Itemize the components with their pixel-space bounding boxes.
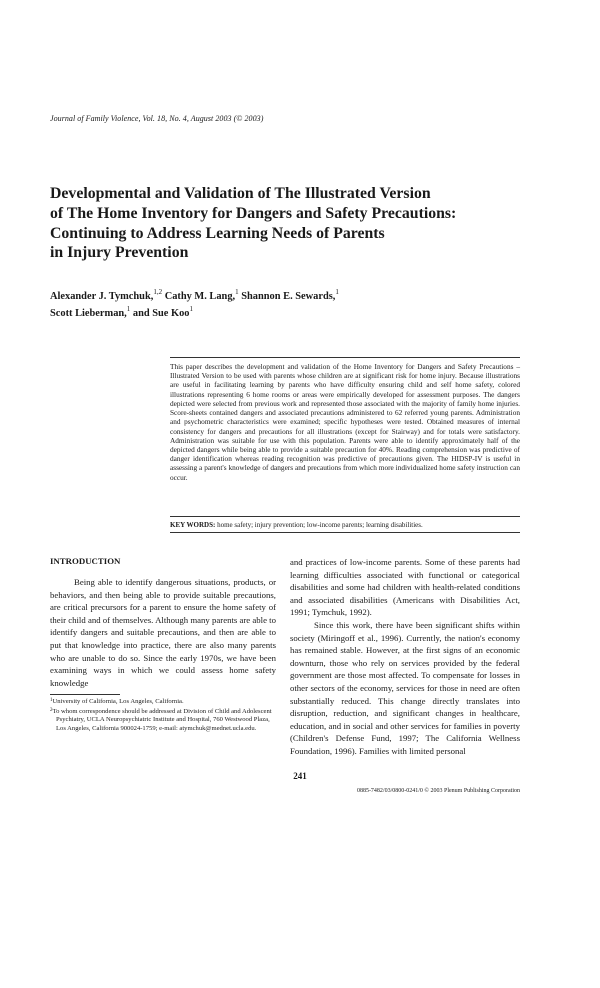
keywords-text: home safety; injury prevention; low-income parents; learning disabilities. [217,521,423,529]
article-title [50,184,530,263]
author-affiliation-mark: 1 [189,305,193,313]
left-column [50,576,276,689]
author-affiliation-mark: 1,2 [153,288,163,296]
abstract-top-rule [170,357,520,358]
author-name: Alexander J. Tymchuk, [50,291,154,302]
author-affiliation-mark: 1 [126,305,131,313]
title-line: of The Home Inventory for Dangers and Safety Precautions: [50,204,457,222]
paragraph: Since this work, there have been significant shifts within society (Miringoff et al., 1996). Currently, the nation's economy has remained stable. However, at the first signs of an economic downturn, those who rely on services provided by the federal government are those most affected. To compensate for losses in other sectors of the economy, services for those in need are often substantially reduced. This change directly translates into disruption, reduction, and significant changes in healthcare, education, and in social and other services for families in poverty (Children's Defense Fund, 1997; The California Wellness Foundation, 1996). Families with limited personal [290,619,520,756]
abstract-bottom-rule [170,516,520,517]
author-name: Shannon E. Sewards, [241,291,336,302]
footnote [50,698,276,707]
footnote-mark: 1 [50,698,53,703]
author-affiliation-mark: 1 [335,288,339,296]
section-heading: INTRODUCTION [50,556,121,566]
footnote-text: University of California, Los Angeles, California. [52,698,184,705]
title-line: Developmental and Validation of The Illustrated Version [50,185,431,202]
author-name: Cathy M. Lang, [164,291,236,302]
footnote [50,708,276,734]
title-line: in Injury Prevention [50,244,189,262]
footnote-text: To whom correspondence should be addressed at Division of Child and Adolescent Psychiatry, UCLA Neuropsychiatric Institute and Hospital, 760 Westwood Plaza, Los Angeles, California 900024-1759; e-mail: atymchuk@mednet.ucla.edu. [52,707,272,732]
author-name: Scott Lieberman, [50,308,127,319]
author-line [50,288,339,305]
copyright-line: 0885-7482/03/0800-0241/0 © 2003 Plenum Publishing Corporation [356,788,520,794]
right-column [290,556,520,758]
paragraph: Being able to identify dangerous situations, products, or behaviors, and then being able to provide suitable precautions, are critical precursors for a parent to ensure the home safety of their child and of themselves. Although many parents are able to identify dangers and suitable precautions, and then are able to put that knowledge into practice, there are also many parents who are unable to do so. Since the early 1970s, we have been examining ways in which we could assess home safety knowledge [50,577,276,688]
author-name: and Sue Koo [132,308,190,319]
author-list [50,288,339,322]
author-line [50,305,339,322]
author-affiliation-mark: 1 [235,288,239,296]
keywords-label: KEY WORDS: [170,521,216,529]
footnote-mark: 2 [50,707,53,713]
abstract-text: This paper describes the development and validation of the Home Inventory for Dangers and Safety Precautions – Illustrated Version to be used with parents whose children are at significant risk for home injury. Because illustrations are useful in facilitating learning by parents who have difficulty ensuring child and self home safety, colored illustrations representing 6 home rooms or areas were empirically developed for assessment purposes. The dangers depicted were selected from previous work and represented those associated with the majority of family home injuries. Score-sheets contained dangers and associated precautions administered to 62 referred young parents. Administration and psychometric characteristics were examined; specific hypotheses were tested. Obtained measures of internal consistency for dangers and precautions for all illustrations (except for Stairway) and for totals were satisfactory. Administration was suitable for use with this population. Parents were able to identify approximately half of the depicted dangers while being able to provide a suitable precaution for 40%. Reading comprehension was predictive of danger identification whereas reading recognition was predictive of precautions given. The HIDSP-IV is useful in assessing a parent's knowledge of dangers and precautions from which more individualized home safety instruction can occur. [170,362,520,482]
keywords [170,520,520,530]
footnote-rule [50,694,120,695]
journal-citation: Journal of Family Violence, Vol. 18, No. 4, August 2003 (© 2003) [50,114,264,123]
keywords-rule [170,532,520,533]
paragraph: and practices of low-income parents. Some of these parents had learning difficulties associated with functional or categorical disabilities and some had children with health-related conditions and associated disabilities (Americans with Disabilities Act, 1991; Tymchuk, 1992). [290,557,520,618]
title-line: Continuing to Address Learning Needs of Parents [50,224,385,242]
page-number: 241 [293,771,307,781]
footnotes [50,698,276,734]
